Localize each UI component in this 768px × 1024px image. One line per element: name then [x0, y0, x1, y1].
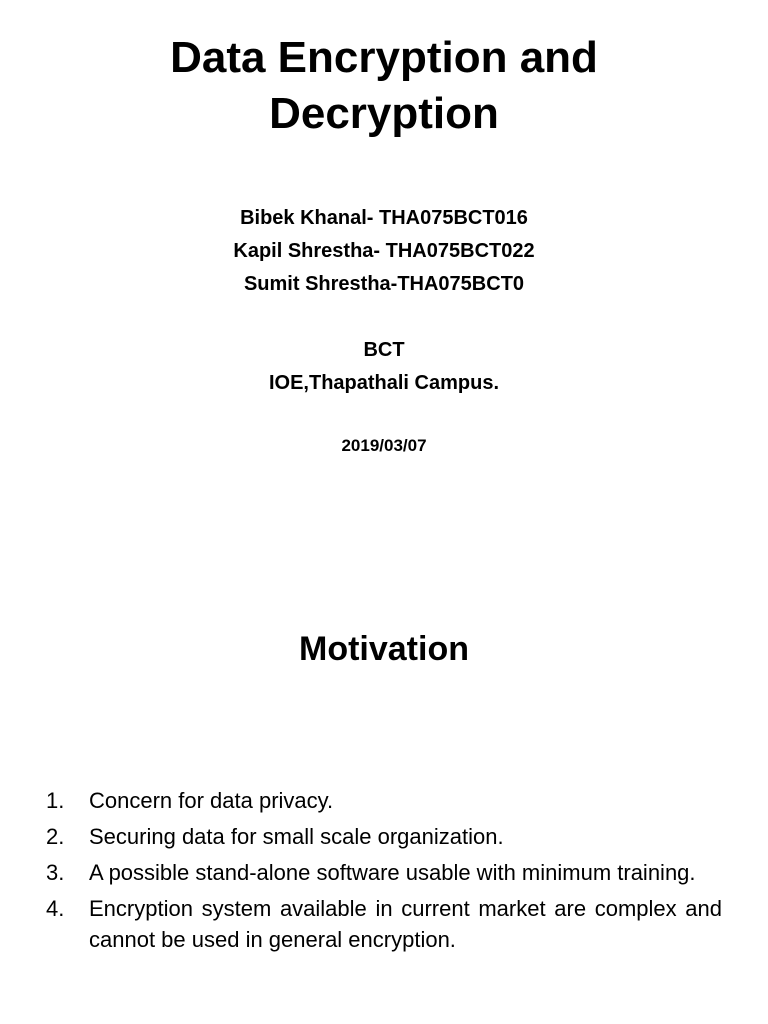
motivation-list — [46, 785, 722, 960]
list-text: Encryption system available in current market are complex and cannot be used in general encryption. — [89, 896, 722, 952]
list-text: Securing data for small scale organization. — [89, 824, 504, 849]
list-item — [46, 785, 722, 816]
list-number: 4. — [46, 896, 65, 921]
list-text: A possible stand-alone software usable with minimum training. — [89, 860, 696, 885]
author-list — [0, 202, 768, 301]
list-number: 3. — [46, 860, 65, 885]
title-line: Decryption — [269, 89, 499, 138]
list-item — [46, 893, 722, 955]
list-number: 2. — [46, 824, 65, 849]
author-name: Bibek Khanal- THA075BCT016 — [240, 207, 528, 229]
campus: IOE,Thapathali Campus. — [268, 372, 500, 394]
title-line: Data Encryption and — [170, 33, 598, 82]
list-number: 1. — [46, 788, 65, 813]
motivation-slide — [0, 512, 768, 1024]
affiliation — [0, 334, 768, 400]
author-name: Kapil Shrestha- THA075BCT022 — [233, 240, 535, 262]
list-item — [46, 821, 722, 852]
list-text: Concern for data privacy. — [89, 788, 334, 813]
slide-heading: Motivation — [299, 630, 469, 668]
list-item — [46, 857, 722, 888]
slide-title — [0, 30, 768, 142]
presentation-date: 2019/03/07 — [341, 436, 427, 455]
department: BCT — [363, 339, 405, 361]
author-name: Sumit Shrestha-THA075BCT0 — [243, 273, 525, 295]
